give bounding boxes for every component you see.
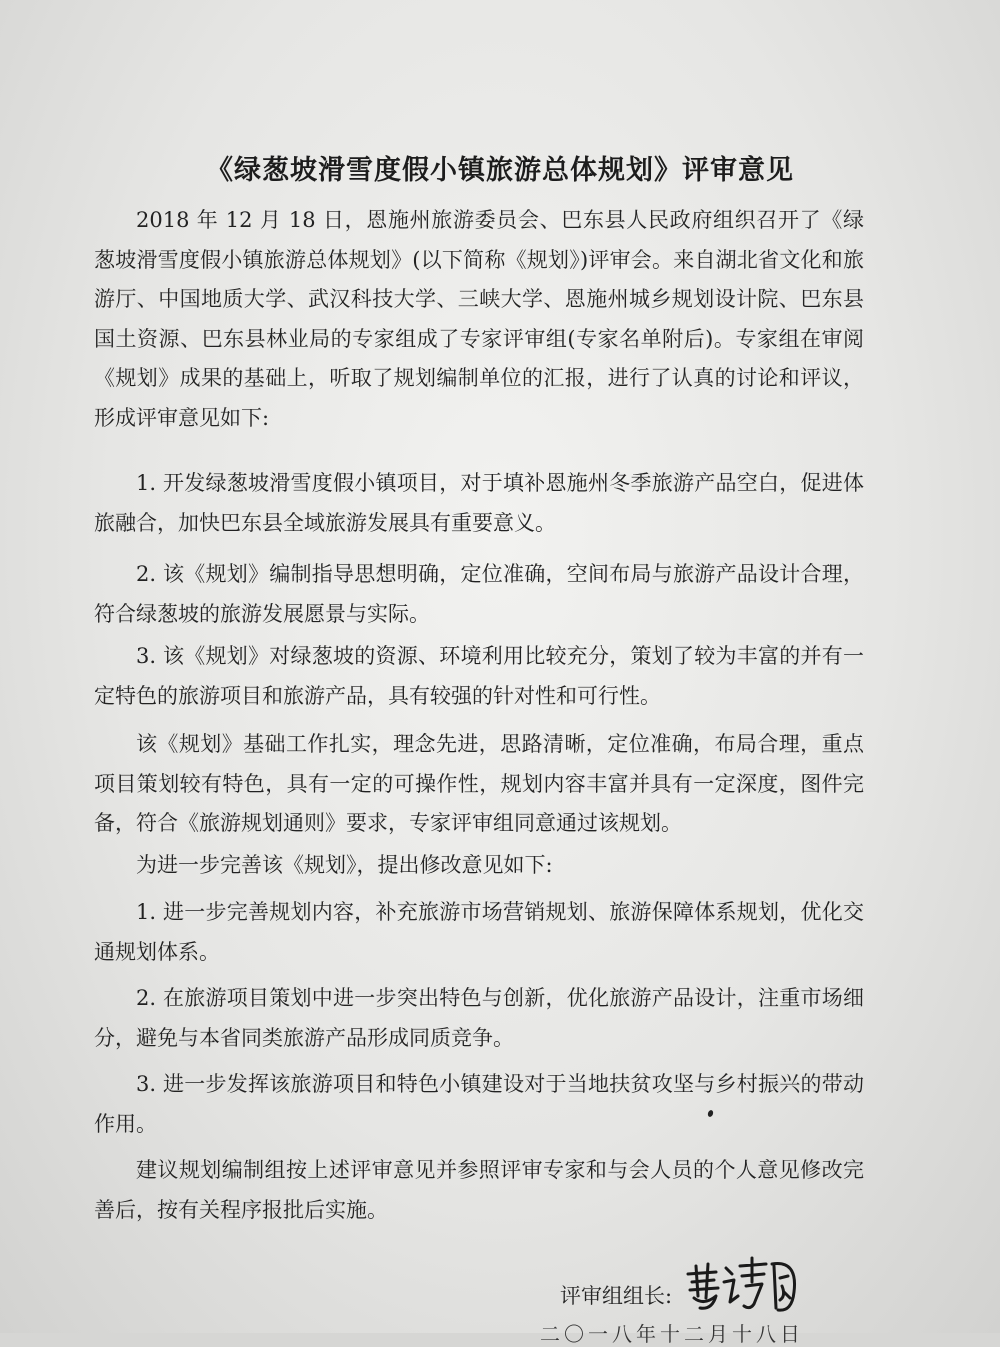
paragraph-revision-2: 2. 在旅游项目策划中进一步突出特色与创新，优化旅游产品设计，注重市场细分，避免与本省同类旅游产品形成同质竞争。 (94, 986, 864, 1050)
paragraph-revision-intro: 为进一步完善该《规划》，提出修改意见如下: (136, 853, 553, 877)
paragraph-closing: 建议规划编制组按上述评审意见并参照评审专家和与会人员的个人意见修改完善后，按有关程序报批后实施。 (94, 1158, 864, 1222)
handwritten-signature (682, 1252, 802, 1322)
paragraph-opinion-2: 2. 该《规划》编制指导思想明确，定位准确，空间布局与旅游产品设计合理，符合绿葱坡的旅游发展愿景与实际。 (94, 562, 864, 626)
paragraph-revision-1: 1. 进一步完善规划内容，补充旅游市场营销规划、旅游保障体系规划，优化交通规划体系。 (94, 900, 864, 964)
signature-label: 评审组组长: (560, 1284, 673, 1308)
paragraph-summary: 该《规划》基础工作扎实，理念先进，思路清晰，定位准确，布局合理，重点项目策划较有特色，具有一定的可操作性，规划内容丰富并具有一定深度，图件完备，符合《旅游规划通则》要求，专家评审组同意通过该规划。 (94, 732, 864, 835)
paragraph-opinion-3: 3. 该《规划》对绿葱坡的资源、环境利用比较充分，策划了较为丰富的并有一定特色的旅游项目和旅游产品，具有较强的针对性和可行性。 (94, 644, 864, 708)
paragraph-intro: 2018 年 12 月 18 日，恩施州旅游委员会、巴东县人民政府组织召开了《绿葱坡滑雪度假小镇旅游总体规划》(以下简称《规划》)评审会。来自湖北省文化和旅游厅、中国地质大学、武汉科技大学、三峡大学、恩施州城乡规划设计院、巴东县国土资源、巴东县林业局的专家组成了专家评审组(专家名单附后)。专家组在审阅《规划》成果的基础上，听取了规划编制单位的汇报，进行了认真的讨论和评议，形成评审意见如下: (94, 208, 864, 430)
paragraph-revision-3: 3. 进一步发挥该旅游项目和特色小镇建设对于当地扶贫攻坚与乡村振兴的带动作用。 (94, 1072, 864, 1136)
signature-block (560, 1262, 960, 1322)
signature-name: 曹诗图 (682, 1321, 685, 1322)
document-title: 《绿葱坡滑雪度假小镇旅游总体规划》评审意见 (206, 155, 794, 186)
paragraph-opinion-1: 1. 开发绿葱坡滑雪度假小镇项目，对于填补恩施州冬季旅游产品空白，促进体旅融合，加快巴东县全域旅游发展具有重要意义。 (94, 471, 864, 535)
document-date: 二〇一八年十二月十八日 (540, 1322, 804, 1346)
